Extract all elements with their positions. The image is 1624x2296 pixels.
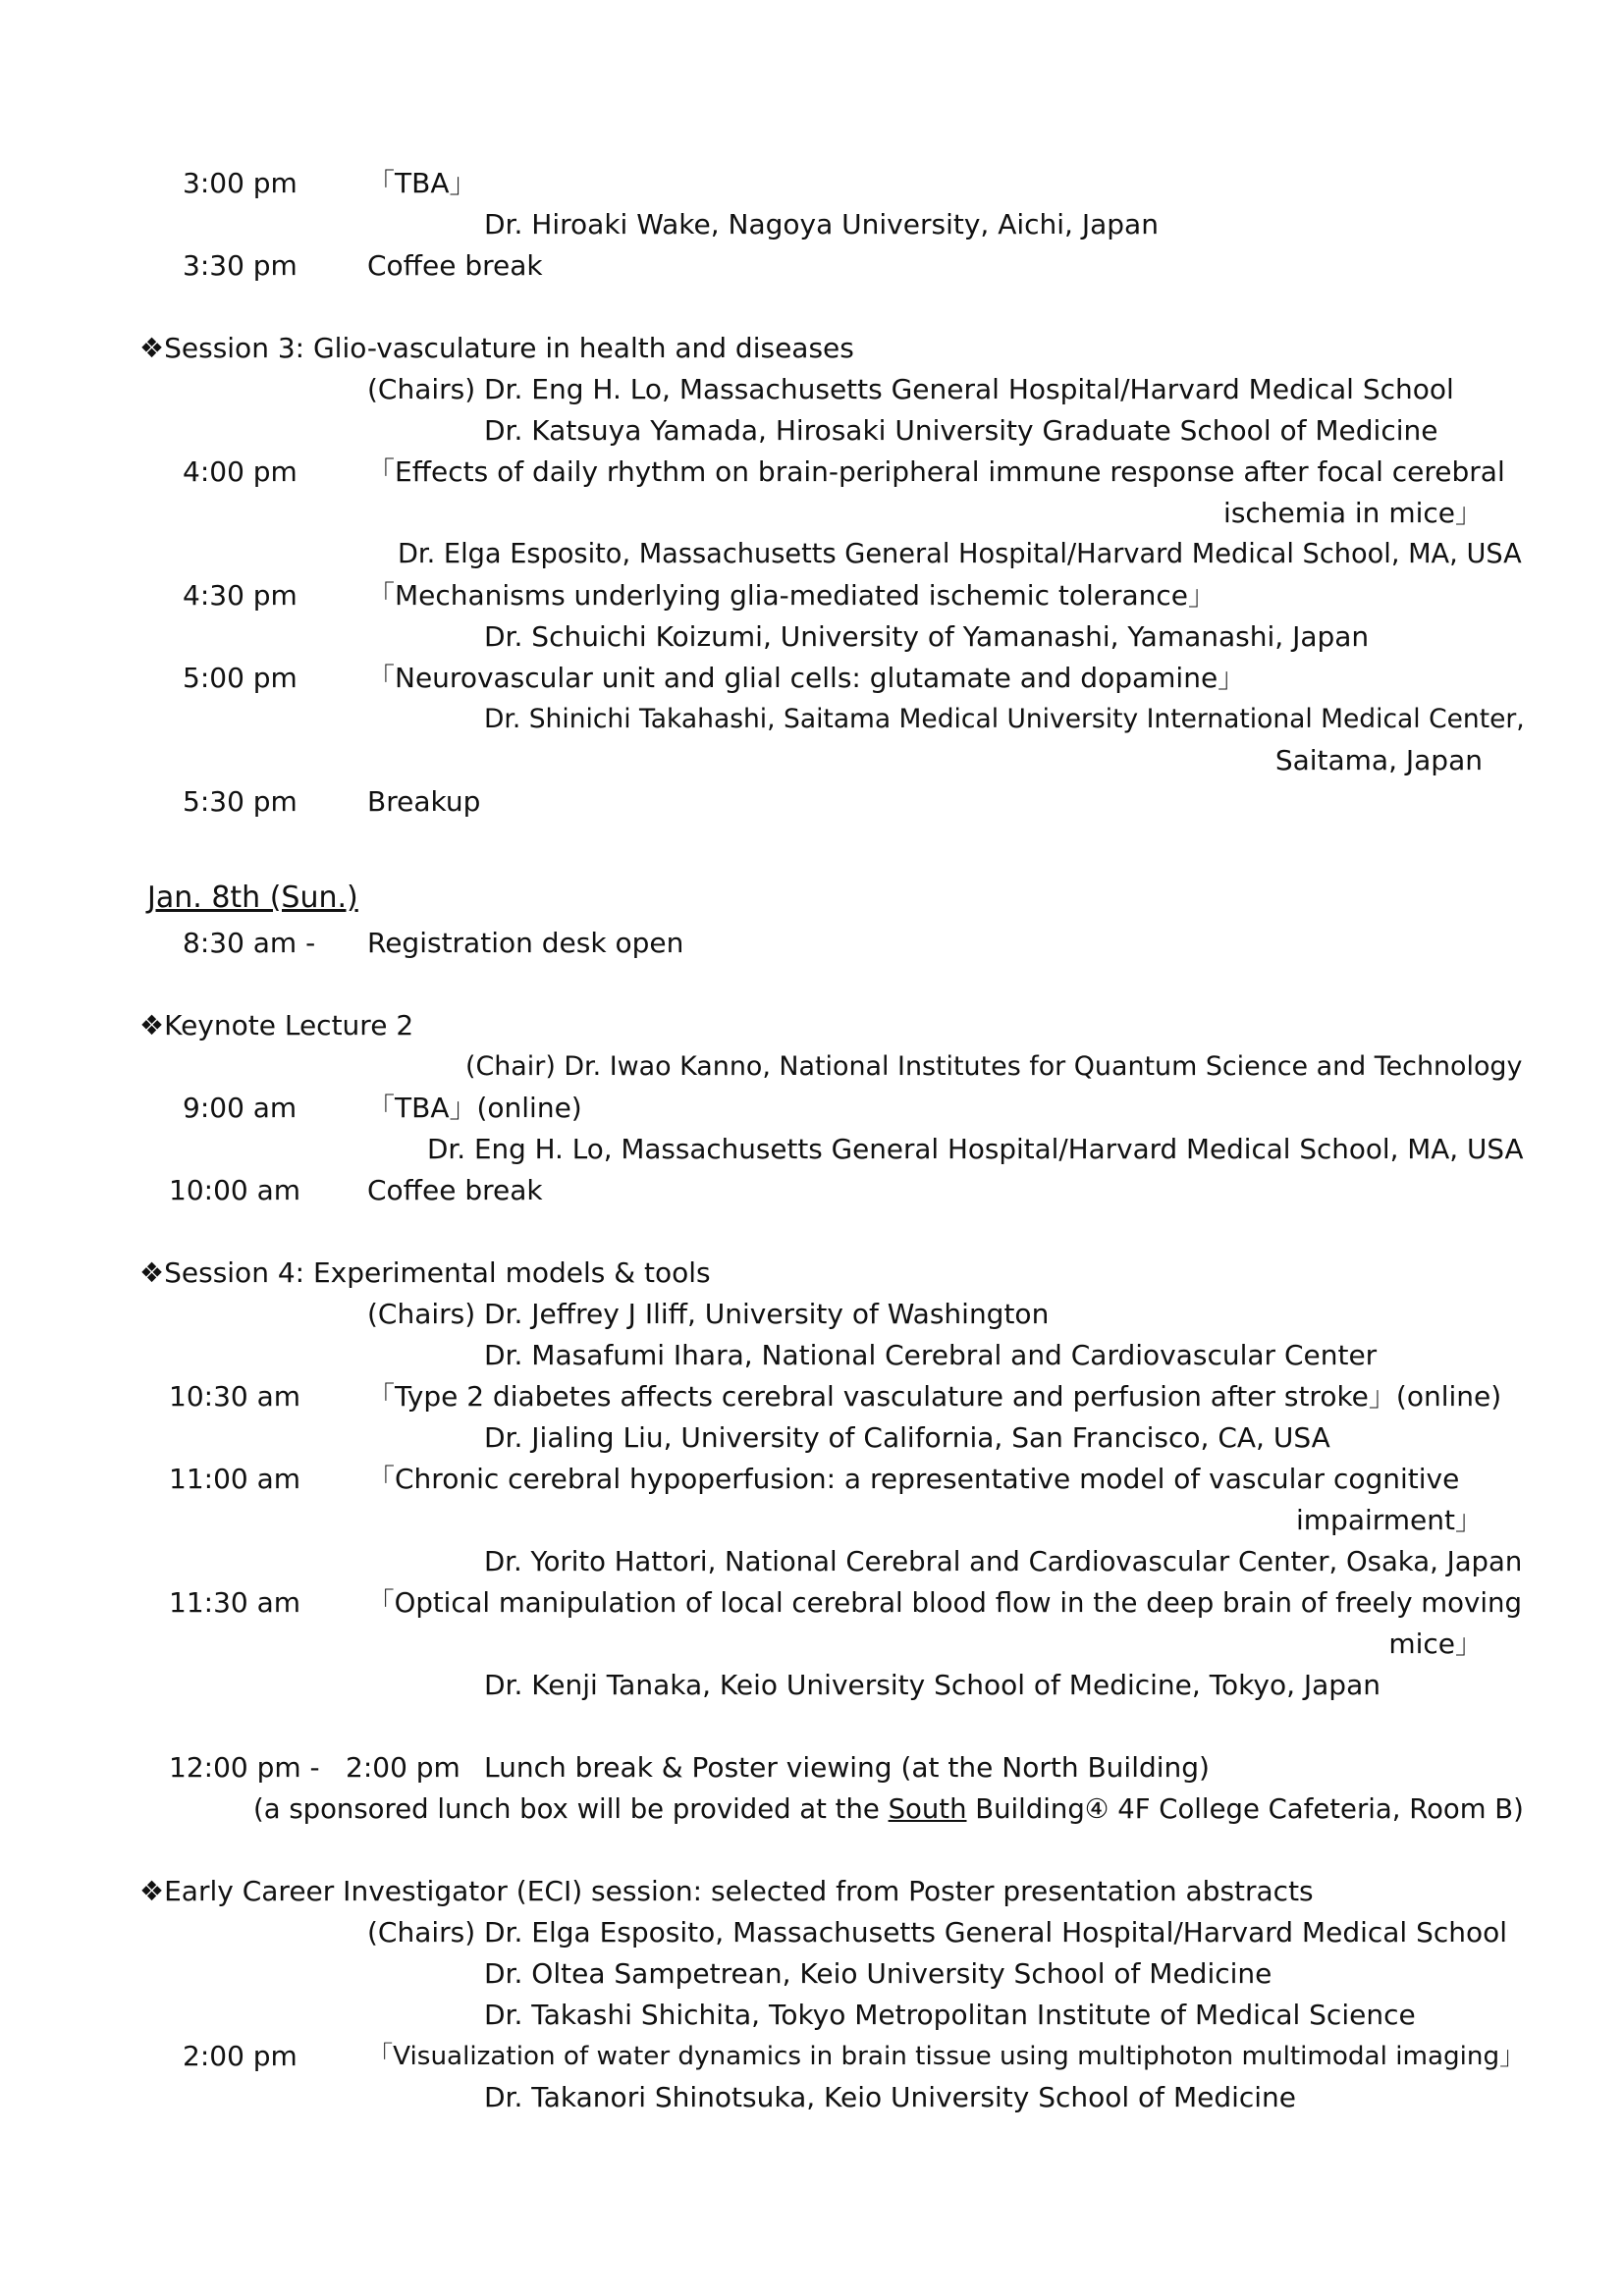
time-slot: 3:30 pm [183, 249, 298, 282]
session-heading: ❖Session 3: Glio-vasculature in health and diseases [139, 332, 854, 364]
talk-title: 「Mechanisms underlying glia-mediated ischemic tolerance」 [367, 579, 1217, 612]
session-heading: ❖Keynote Lecture 2 [139, 1009, 414, 1041]
talk-title: 「Chronic cerebral hypoperfusion: a representative model of vascular cognitive [367, 1463, 1460, 1495]
day-heading: Jan. 8th (Sun.) [147, 881, 358, 915]
session-heading: ❖Session 4: Experimental models & tools [139, 1256, 711, 1289]
chair-name: Dr. Takashi Shichita, Tokyo Metropolitan Institute of Medical Science [484, 1999, 1416, 2031]
time-slot: 5:00 pm [183, 662, 298, 694]
speaker: Dr. Kenji Tanaka, Keio University School of Medicine, Tokyo, Japan [484, 1669, 1380, 1701]
chair-name: Dr. Eng H. Lo, Massachusetts General Hospital/Harvard Medical School [484, 373, 1454, 405]
talk-title: 「TBA」(online) [367, 1092, 582, 1124]
speaker: Dr. Schuichi Koizumi, University of Yamanashi, Yamanashi, Japan [484, 620, 1370, 653]
time-slot-end: 2:00 pm [346, 1751, 460, 1784]
speaker: Dr. Jialing Liu, University of California, San Francisco, CA, USA [484, 1421, 1330, 1454]
chair-line: (Chair) Dr. Iwao Kanno, National Institutes for Quantum Science and Technology [465, 1051, 1523, 1082]
lunch-note-building: South [888, 1793, 967, 1825]
lunch-label: Lunch break & Poster viewing (at the North Building) [484, 1751, 1210, 1784]
time-slot: 3:00 pm [183, 167, 298, 199]
time-slot: 5:30 pm [183, 785, 298, 818]
speaker-continued: Saitama, Japan [1274, 744, 1483, 776]
time-slot: 4:00 pm [183, 455, 298, 488]
time-slot: 10:00 am [169, 1174, 301, 1206]
time-slot: 4:30 pm [183, 579, 298, 612]
talk-title: 「Effects of daily rhythm on brain-peripheral immune response after focal cerebral [367, 455, 1505, 488]
lunch-note [253, 1792, 1524, 1826]
talk-title: 「Neurovascular unit and glial cells: glutamate and dopamine」 [367, 662, 1246, 694]
talk-title: 「TBA」 [367, 167, 477, 199]
breakup-label: Breakup [367, 785, 481, 818]
time-slot: 2:00 pm [183, 2040, 298, 2072]
talk-title: 「Visualization of water dynamics in brain tissue using multiphoton multimodal imaging」 [367, 2042, 1526, 2071]
chairs-label: (Chairs) [367, 1298, 476, 1330]
break-label: Coffee break [367, 1174, 543, 1206]
speaker: Dr. Hiroaki Wake, Nagoya University, Aichi, Japan [484, 208, 1159, 240]
lunch-note-post: Building④ 4F College Cafeteria, Room B) [975, 1793, 1524, 1825]
speaker: Dr. Elga Esposito, Massachusetts General Hospital/Harvard Medical School, MA, USA [398, 539, 1522, 569]
break-label: Coffee break [367, 249, 543, 282]
speaker: Dr. Takanori Shinotsuka, Keio University School of Medicine [484, 2081, 1297, 2113]
chair-name: Dr. Elga Esposito, Massachusetts General Hospital/Harvard Medical School [484, 1916, 1508, 1949]
speaker: Dr. Yorito Hattori, National Cerebral and Cardiovascular Center, Osaka, Japan [484, 1546, 1523, 1577]
talk-title: 「Optical manipulation of local cerebral blood flow in the deep brain of freely moving [367, 1586, 1523, 1619]
talk-title-continued: mice」 [1388, 1628, 1483, 1660]
chair-name: Dr. Jeffrey J Iliff, University of Washington [484, 1298, 1050, 1330]
speaker: Dr. Shinichi Takahashi, Saitama Medical University International Medical Center, [484, 704, 1525, 734]
chairs-label: (Chairs) [367, 373, 476, 405]
time-slot: 10:30 am [169, 1380, 301, 1413]
chair-name: Dr. Oltea Sampetrean, Keio University School of Medicine [484, 1957, 1272, 1990]
time-slot: 11:30 am [169, 1586, 301, 1619]
chair-name: Dr. Masafumi Ihara, National Cerebral and Cardiovascular Center [484, 1339, 1378, 1371]
session-heading: ❖Early Career Investigator (ECI) session: selected from Poster presentation abstracts [139, 1875, 1314, 1907]
time-slot: 12:00 pm - [169, 1751, 320, 1784]
talk-title-continued: ischemia in mice」 [1223, 497, 1483, 529]
talk-title: 「Type 2 diabetes affects cerebral vasculature and perfusion after stroke」(online) [367, 1380, 1502, 1413]
chairs-label: (Chairs) [367, 1916, 476, 1949]
registration-label: Registration desk open [367, 927, 684, 959]
lunch-note-pre: (a sponsored lunch box will be provided at the [253, 1793, 880, 1825]
time-slot: 9:00 am [183, 1092, 298, 1124]
chair-name: Dr. Katsuya Yamada, Hirosaki University Graduate School of Medicine [484, 414, 1438, 447]
time-slot: 11:00 am [169, 1463, 301, 1495]
time-slot: 8:30 am - [183, 927, 316, 959]
speaker: Dr. Eng H. Lo, Massachusetts General Hospital/Harvard Medical School, MA, USA [427, 1133, 1524, 1165]
talk-title-continued: impairment」 [1295, 1504, 1483, 1536]
